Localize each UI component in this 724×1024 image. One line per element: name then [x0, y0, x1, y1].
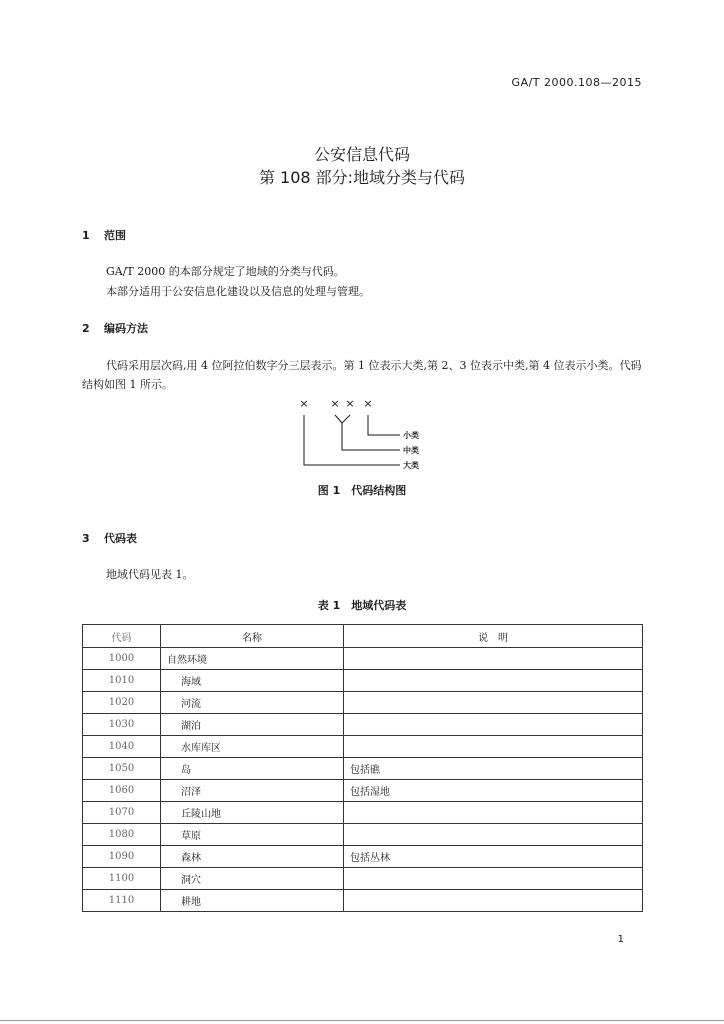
cell-name: 河流: [161, 692, 344, 714]
table-row: [83, 846, 643, 868]
cell-code: 1010: [83, 670, 161, 692]
cell-code: 1100: [83, 868, 161, 890]
figure-mark-minor: ×: [363, 397, 373, 410]
figure-mark-major: ×: [299, 397, 309, 410]
figure-mark-middle-1: ×: [330, 397, 340, 410]
cell-name: 水库库区: [161, 736, 344, 758]
page-bottom-rule: [0, 1020, 724, 1021]
document-title: 公安信息代码: [313, 145, 410, 164]
table-row: [83, 890, 643, 912]
cell-code: 1050: [83, 758, 161, 780]
table-row: [83, 802, 643, 824]
figure-label-middle: 中类: [403, 446, 419, 455]
table-row: [83, 692, 643, 714]
table-header-row: [83, 625, 643, 648]
cell-note: [344, 714, 643, 736]
cell-name: 森林: [161, 846, 344, 868]
header-note: 说 明: [344, 625, 643, 648]
code-table-intro: 地域代码见表 1。: [106, 568, 194, 581]
cell-name: 岛: [161, 758, 344, 780]
standard-number: GA/T 2000.108—2015: [511, 76, 642, 89]
table-row: [83, 648, 643, 670]
figure-caption: 图 1 代码结构图: [317, 484, 407, 497]
cell-note: [344, 670, 643, 692]
header-code: 代码: [83, 625, 161, 648]
cell-name: 耕地: [161, 890, 344, 912]
scope-paragraph-2: 本部分适用于公安信息化建设以及信息的处理与管理。: [106, 285, 370, 298]
cell-code: 1060: [83, 780, 161, 802]
cell-note: 包括湿地: [344, 780, 643, 802]
table-row: [83, 714, 643, 736]
cell-name: 沼泽: [161, 780, 344, 802]
table-row: [83, 670, 643, 692]
cell-code: 1000: [83, 648, 161, 670]
cell-name: 草原: [161, 824, 344, 846]
cell-note: 包括丛林: [344, 846, 643, 868]
page-number: 1: [617, 934, 624, 945]
figure-label-minor: 小类: [403, 431, 419, 440]
cell-code: 1040: [83, 736, 161, 758]
region-code-table: [82, 624, 643, 912]
cell-note: [344, 802, 643, 824]
method-paragraph: 代码采用层次码,用 4 位阿拉伯数字分三层表示。第 1 位表示大类,第 2、3 位表示中类,第 4 位表示小类。代码结构如图 1 所示。: [82, 359, 642, 391]
header-name: 名称: [161, 625, 344, 648]
cell-note: [344, 692, 643, 714]
cell-note: [344, 736, 643, 758]
section-heading-method: 2 编码方法: [82, 322, 148, 335]
cell-name: 丘陵山地: [161, 802, 344, 824]
cell-code: 1110: [83, 890, 161, 912]
table-row: [83, 824, 643, 846]
table-row: [83, 780, 643, 802]
cell-code: 1020: [83, 692, 161, 714]
cell-code: 1070: [83, 802, 161, 824]
cell-name: 海域: [161, 670, 344, 692]
cell-note: 包括礁: [344, 758, 643, 780]
table-row: [83, 868, 643, 890]
cell-note: [344, 648, 643, 670]
scope-paragraph-1: GA/T 2000 的本部分规定了地域的分类与代码。: [106, 265, 345, 278]
cell-name: 洞穴: [161, 868, 344, 890]
cell-code: 1080: [83, 824, 161, 846]
cell-code: 1030: [83, 714, 161, 736]
cell-name: 自然环境: [161, 648, 344, 670]
table-row: [83, 758, 643, 780]
table-caption: 表 1 地域代码表: [317, 599, 407, 612]
cell-note: [344, 890, 643, 912]
code-structure-figure: [290, 395, 440, 475]
document-subtitle: 第 108 部分:地域分类与代码: [258, 168, 466, 187]
figure-label-major: 大类: [403, 461, 419, 470]
cell-code: 1090: [83, 846, 161, 868]
section-heading-scope: 1 范围: [82, 229, 126, 242]
cell-note: [344, 868, 643, 890]
figure-mark-middle-2: ×: [345, 397, 355, 410]
cell-note: [344, 824, 643, 846]
cell-name: 湖泊: [161, 714, 344, 736]
section-heading-code-table: 3 代码表: [82, 532, 137, 545]
table-row: [83, 736, 643, 758]
